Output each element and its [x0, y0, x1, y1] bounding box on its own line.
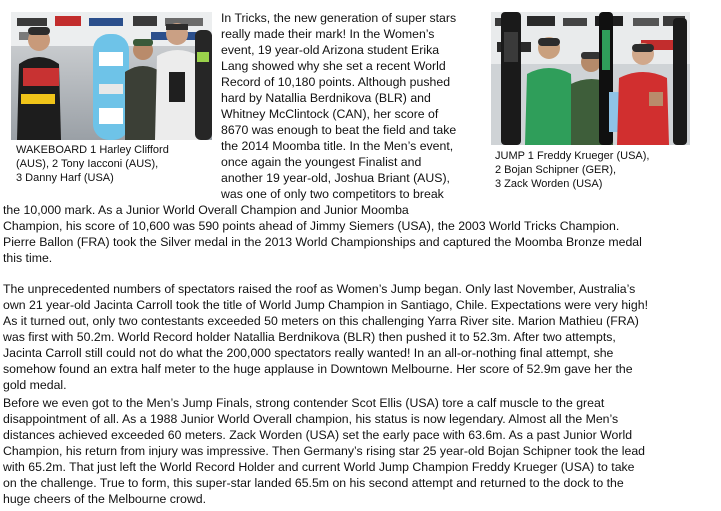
text-line: somehow found an extra half meter to the huge applause in Downtown Melbourne. Her score of 52.9m gave her the [3, 362, 633, 376]
text-line: with 65.2m. That just left the World Record Holder and current World Jump Champion Freddy Krueger (USA) to take [3, 460, 635, 474]
text-line: the 10,000 mark. As a Junior World Overall Champion and Junior Moomba [3, 203, 409, 217]
text-line: Whitney McClintock (CAN), her score of [221, 107, 439, 121]
text-line: 8670 was enough to beat the field and take [221, 123, 457, 137]
text-line: The unprecedented numbers of spectators raised the roof as Women’s Jump began. Only last November, Australia’s [3, 282, 636, 296]
text-line: distances achieved exceeded 60 meters. Zack Worden (USA) set the early pace with 63.6m. As a past Junior World [3, 428, 633, 442]
text-line: disappointment of all. As a 1988 Junior World Overall champion, his status is now legendary. Almost all the Men’s [3, 412, 619, 426]
text-line: Record of 10,180 points. Although pushed [221, 75, 451, 89]
jump-podium-image [491, 12, 690, 145]
text-line: As it turned out, only two contestants exceeded 50 meters on this challenging Yarra River site. Marion Mathieu (FRA) [3, 314, 639, 328]
caption-line: JUMP 1 Freddy Krueger (USA), [495, 150, 650, 162]
text-line: event, 19 year-old Arizona student Erika [221, 43, 440, 57]
text-line: In Tricks, the new generation of super stars [221, 11, 457, 25]
text-line: this time. [3, 251, 53, 265]
wakeboard-photo-caption [16, 143, 212, 185]
text-line: huge cheers of the Melbourne crowd. [3, 492, 207, 506]
wakeboard-podium-photo [11, 12, 212, 140]
jump-photo-caption [495, 149, 691, 191]
text-line: Champion, his return from injury was impressive. Then Germany’s rising star 25 year-old Bojan Schipner took the lead [3, 444, 646, 458]
text-line: own 21 year-old Jacinta Carroll took the title of World Jump Champion in Santiago, Chile. Expectations were very high! [3, 298, 648, 312]
text-line: was first with 50.2m. World Record holder Natallia Berdnikova (BLR) then pushed it to 52.3m. After two attempts, [3, 330, 616, 344]
caption-line: WAKEBOARD 1 Harley Clifford [16, 144, 169, 156]
caption-line: (AUS), 2 Tony Iacconi (AUS), [16, 158, 159, 170]
text-line: was one of only two competitors to break [221, 187, 444, 201]
text-line: another 19 year-old, Joshua Briant (AUS), [221, 171, 450, 185]
text-line: on the challenge. True to form, this super-star landed 65.5m on his second attempt and returned to the dock to the [3, 476, 624, 490]
caption-line: 3 Danny Harf (USA) [16, 172, 114, 184]
jump-podium-photo [491, 12, 690, 145]
text-line: Champion, his score of 10,600 was 590 points ahead of Jimmy Siemers (USA), the 2003 World Tricks Champion. [3, 219, 620, 233]
text-line: really made their mark! In the Women’s [221, 27, 435, 41]
wakeboard-podium-image [11, 12, 212, 140]
text-line: the 2014 Moomba title. In the Men’s event, [221, 139, 454, 153]
text-line: hard by Natallia Berdnikova (BLR) and [221, 91, 431, 105]
caption-line: 2 Bojan Schipner (GER), [495, 164, 617, 176]
text-line: gold medal. [3, 378, 67, 392]
text-line: Lang showed why she set a recent World [221, 59, 446, 73]
text-line: Pierre Ballon (FRA) took the Silver medal in the 2013 World Championships and captured the Moomba Bronze medal [3, 235, 642, 249]
text-line: Before we even got to the Men’s Jump Finals, strong contender Scot Ellis (USA) tore a calf muscle to the great [3, 396, 605, 410]
text-line: once again the youngest Finalist and [221, 155, 422, 169]
caption-line: 3 Zack Worden (USA) [495, 178, 603, 190]
text-line: Jacinta Carroll still could not do what the 200,000 spectators really wanted! In an all-or-nothing final attempt, she [3, 346, 614, 360]
